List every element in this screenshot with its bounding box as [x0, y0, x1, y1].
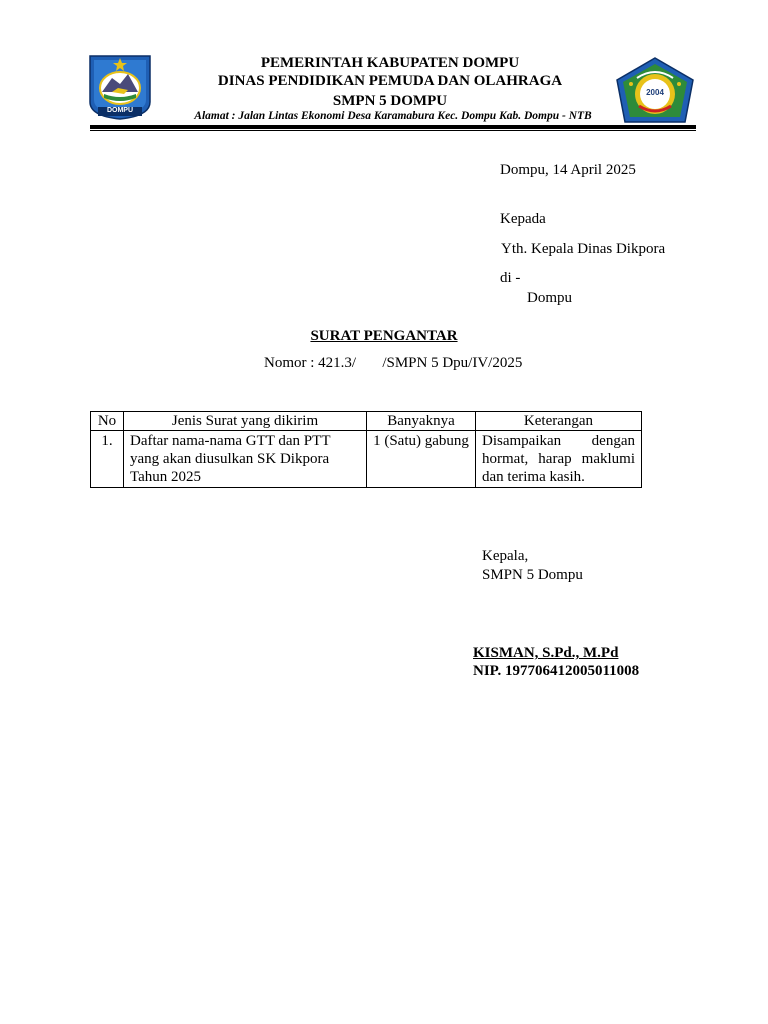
table-row — [91, 431, 642, 488]
header-banyak: Banyaknya — [367, 412, 476, 431]
kop-department-name: DINAS PENDIDIKAN PEMUDA DAN OLAHRAGA — [217, 73, 563, 89]
document-table — [90, 411, 642, 488]
letterhead-rule-thin — [90, 130, 696, 131]
signature-position: Kepala, — [482, 548, 529, 564]
dompu-logo-label: DOMPU — [106, 107, 134, 114]
signature-nip: NIP. 197706412005011008 — [473, 663, 640, 679]
letter-number: Nomor : 421.3/ /SMPN 5 Dpu/IV/2025 — [264, 355, 523, 371]
recipient: Yth. Kepala Dinas Dikpora — [501, 241, 666, 257]
letterhead-rule-thick — [90, 125, 696, 129]
letter-title: SURAT PENGANTAR — [310, 328, 458, 344]
signature-name: KISMAN, S.Pd., M.Pd — [473, 645, 619, 661]
place-date: Dompu, 14 April 2025 — [500, 162, 636, 178]
kop-government-name: PEMERINTAH KABUPATEN DOMPU — [260, 55, 520, 71]
cell-keterangan: Disampaikan dengan hormat, harap maklumi dan terima kasih. — [476, 431, 642, 488]
cell-no: 1. — [91, 431, 124, 488]
school-emblem-year: 2004 — [646, 88, 664, 97]
kop-school-name: SMPN 5 DOMPU — [332, 93, 448, 109]
cell-banyak: 1 (Satu) gabung — [367, 431, 476, 488]
cell-jenis: Daftar nama-nama GTT dan PTT yang akan diusulkan SK Dikpora Tahun 2025 — [124, 431, 367, 488]
recipient-city: Dompu — [527, 290, 572, 306]
table-header-row — [91, 412, 642, 431]
header-jenis: Jenis Surat yang dikirim — [124, 412, 367, 431]
kepada-label: Kepada — [500, 211, 546, 227]
header-no: No — [91, 412, 124, 431]
di-label: di - — [500, 270, 521, 286]
header-keterangan: Keterangan — [476, 412, 642, 431]
kop-address: Alamat : Jalan Lintas Ekonomi Desa Karamabura Kec. Dompu Kab. Dompu - NTB — [194, 110, 592, 122]
signature-school: SMPN 5 Dompu — [482, 567, 583, 583]
